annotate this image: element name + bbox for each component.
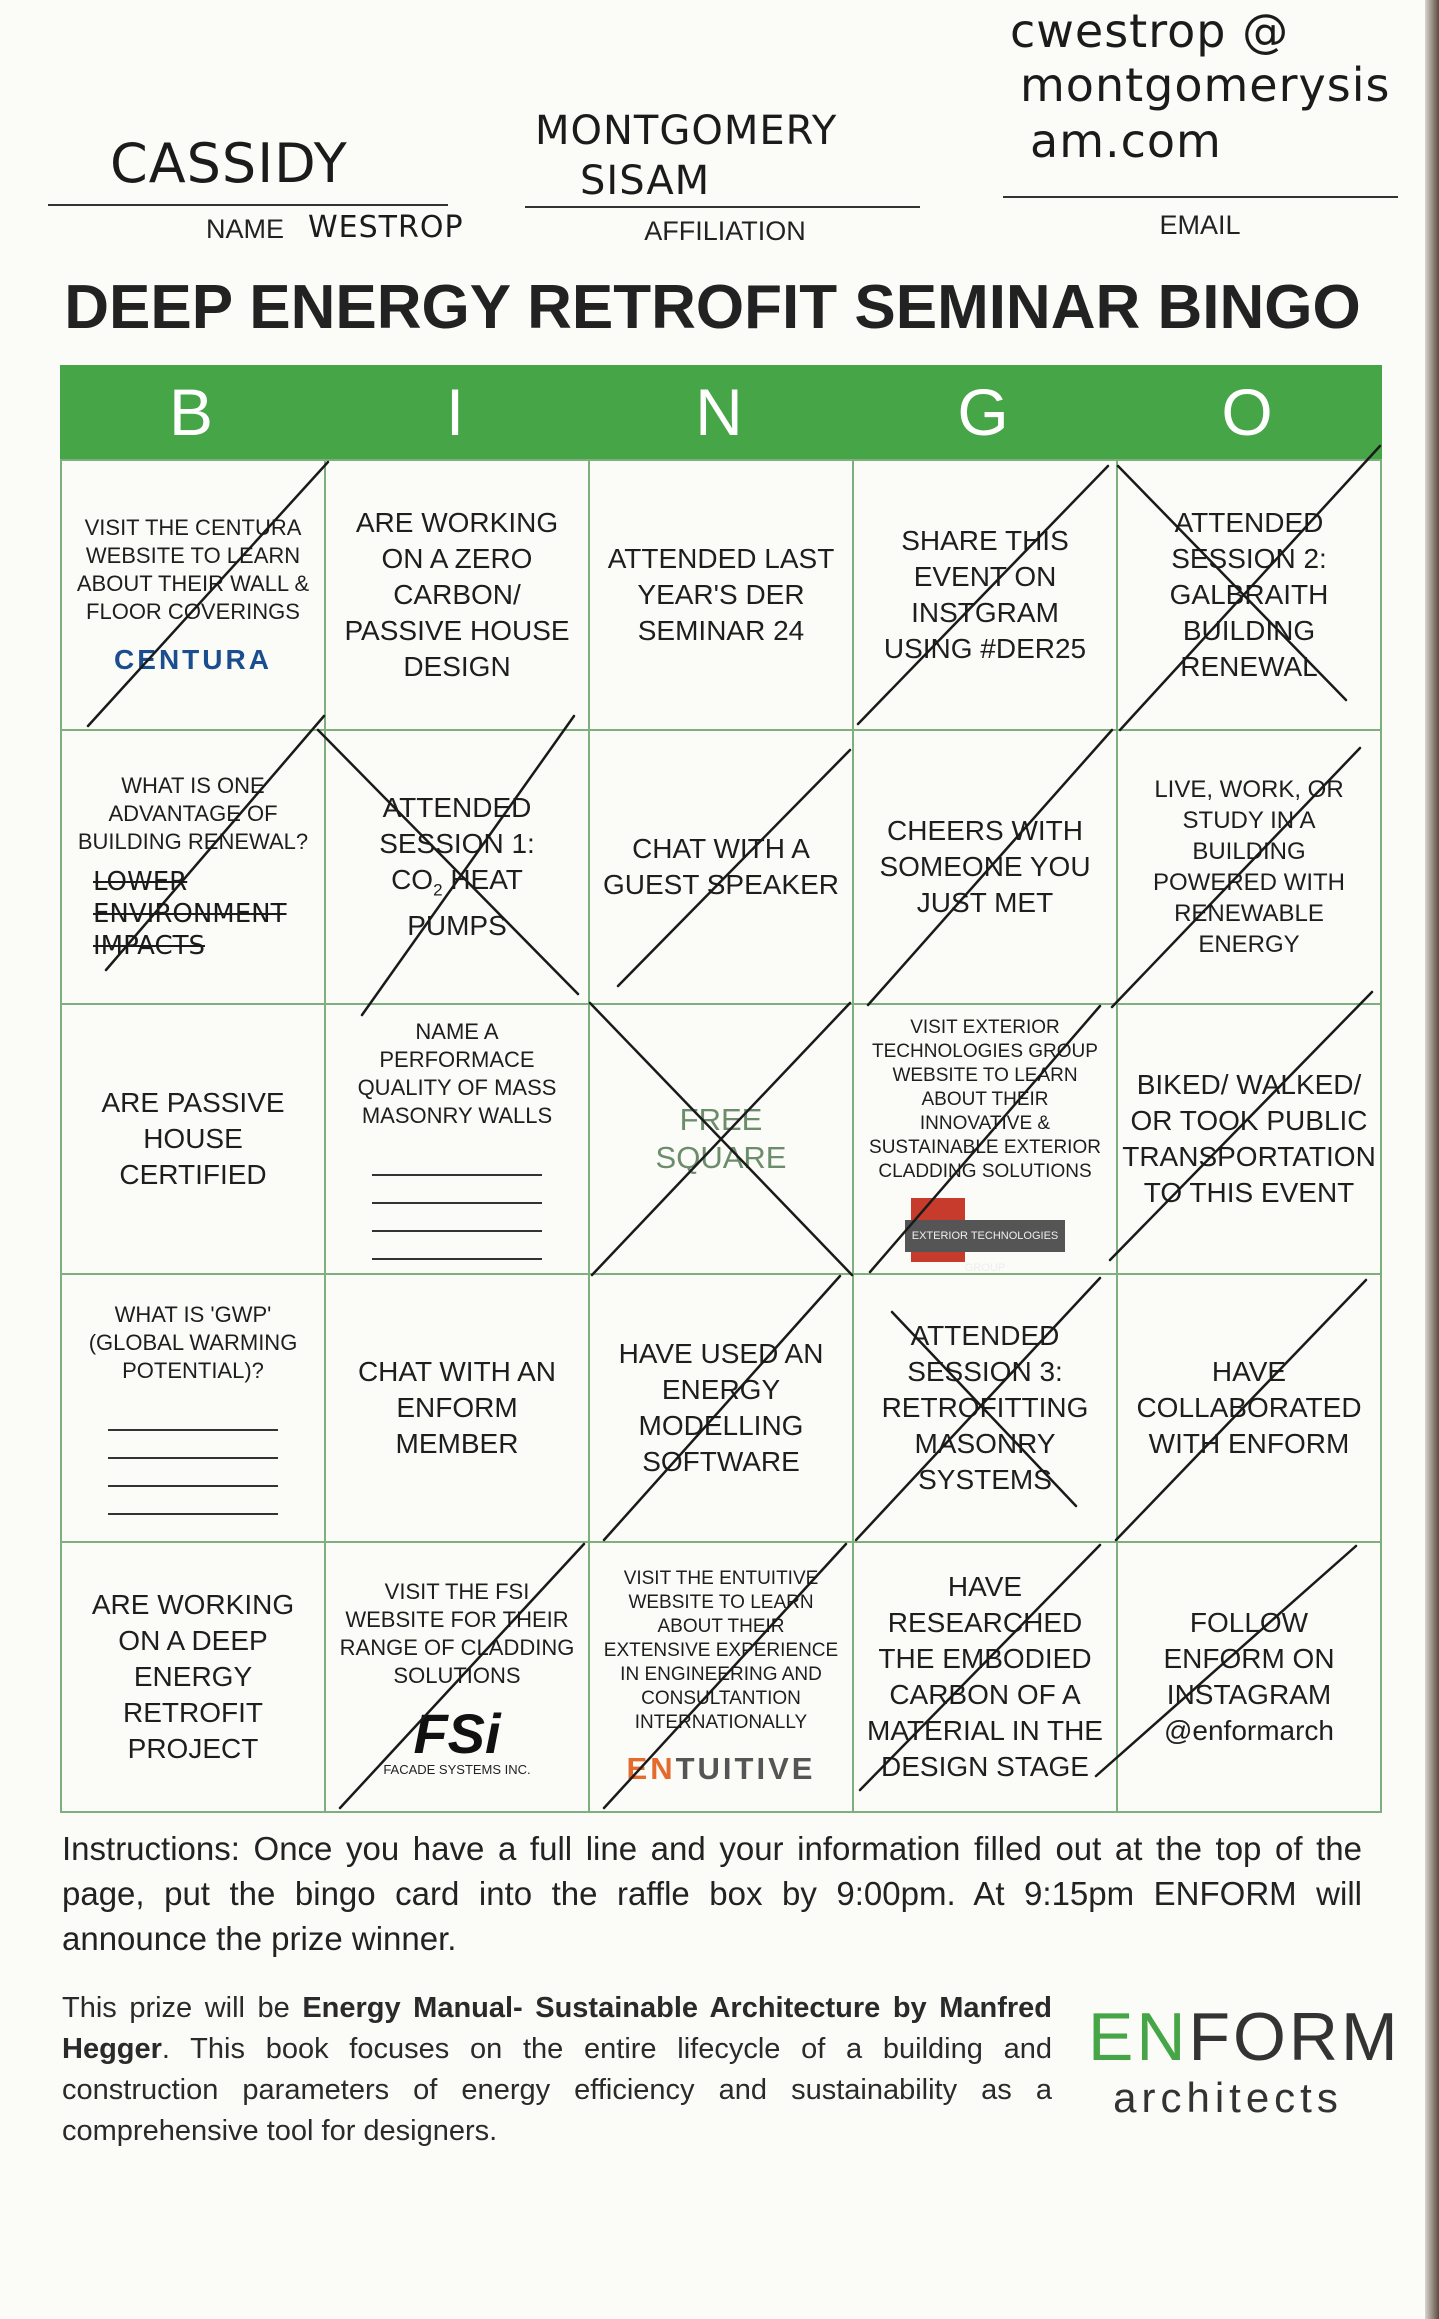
mark-b1 [88, 462, 328, 726]
cell-g5-text: HAVE RESEARCHED THE EMBODIED CARBON OF A MATERIAL IN THE DESIGN STAGE [867, 1571, 1103, 1782]
etg-logo-text: EXTERIOR TECHNOLOGIES GROUP [905, 1220, 1065, 1252]
enform-logo-sub: architects [1113, 2074, 1343, 2121]
entuitive-logo-rest: TUITIVE [675, 1751, 816, 1786]
header-letter-n: N [695, 375, 743, 449]
free-word: FREE [679, 1102, 763, 1137]
mark-g2 [868, 730, 1112, 1005]
cell-i3-text: NAME A PERFORMACE QUALITY OF MASS MASONRY WALLS [357, 1019, 557, 1128]
prize-text-2: . This book focuses on the entire lifecycle of a building and construction parameters of energy efficiency and sustainability as a comprehensive tool for designers. [62, 2033, 1052, 2147]
mark-i2b [362, 716, 574, 1015]
mark-g5 [860, 1545, 1100, 1790]
email-handwriting-1: cwestrop @ [1010, 4, 1290, 58]
cell-i1-text: ARE WORKING ON A ZERO CARBON/ PASSIVE HOUSE DESIGN [344, 507, 570, 682]
cell-g1-text: SHARE THIS EVENT ON INSTGRAM USING #DER25 [883, 525, 1087, 664]
prize-text-1: This prize will be [62, 1992, 303, 2024]
mark-n4 [604, 1276, 840, 1540]
entuitive-logo-en: EN [626, 1751, 676, 1786]
background-edge [1425, 0, 1439, 2319]
mark-n2 [618, 750, 850, 986]
prize-description [62, 1988, 1052, 2152]
fsi-logo-sub: FACADE SYSTEMS INC. [383, 1761, 531, 1777]
cell-o2-text: LIVE, WORK, OR STUDY IN A BUILDING POWERED WITH RENEWABLE ENERGY [1153, 776, 1345, 958]
header-letter-b: B [168, 375, 214, 449]
cell-o4-text: HAVE COLLABORATED WITH ENFORM [1136, 1356, 1362, 1459]
affiliation-handwriting-1: MONTGOMERY [535, 108, 838, 154]
square-word: SQUARE [655, 1140, 787, 1175]
answer-line-1: LOWER [93, 867, 188, 897]
cell-b3-text: ARE PASSIVE HOUSE CERTIFIED [101, 1087, 285, 1190]
mark-g3 [870, 1006, 1100, 1272]
mark-g1 [858, 466, 1108, 724]
header-letter-i: I [445, 375, 465, 449]
cell-n2-text: CHAT WITH A GUEST SPEAKER [602, 833, 839, 900]
cell-i2-line3: HEAT PUMPS [407, 863, 523, 942]
cell-b1-text: VISIT THE CENTURA WEBSITE TO LEARN ABOUT THEIR WALL & FLOOR COVERINGS [76, 515, 310, 624]
header-letter-o: O [1221, 375, 1273, 449]
cell-i2-co: CO [391, 863, 434, 895]
mark-o5 [1096, 1546, 1356, 1776]
name-handwriting-1: CASSIDY [110, 132, 348, 195]
affiliation-label: AFFILIATION [644, 216, 806, 246]
email-handwriting-2: montgomerysis [1020, 58, 1391, 112]
enform-logo-form: FORM [1188, 1999, 1401, 2075]
cell-n1-text: ATTENDED LAST YEAR'S DER SEMINAR 24 [607, 543, 835, 646]
cell-g2-text: CHEERS WITH SOMEONE YOU JUST MET [879, 815, 1091, 918]
cell-i4-text: CHAT WITH AN ENFORM MEMBER [357, 1356, 557, 1459]
mark-o1b [1118, 466, 1346, 700]
instructions-text: Once you have a full line and your information filled out at the top of the page, put the bingo card into the raffle box by 9:00pm. At 9:15pm ENFORM will announce the prize winner. [62, 1830, 1362, 1957]
mark-o2 [1112, 748, 1360, 1007]
mark-i2a [318, 730, 578, 994]
answer-line-3: IMPACTS [93, 931, 205, 961]
cell-i2-line1: ATTENDED SESSION 1: [379, 791, 535, 859]
mark-g4b [892, 1312, 1076, 1506]
cell-n5-text: VISIT THE ENTUITIVE WEBSITE TO LEARN ABOUT THEIR EXTENSIVE EXPERIENCE IN ENGINEERING AND CONSULTANTION INTERNATIONALLY [603, 1568, 839, 1733]
name-handwriting-2: WESTROP [308, 210, 464, 245]
mark-o4 [1116, 1280, 1366, 1540]
instructions [62, 1826, 1362, 1961]
affiliation-handwriting-2: SISAM [580, 158, 711, 204]
instructions-label: Instructions: [62, 1830, 240, 1867]
prize-book-title: Energy Manual- Sustainable Architecture by Manfred Hegger [62, 1992, 1052, 2065]
answer-line-2: ENVIRONMENT [93, 899, 287, 929]
email-label: EMAIL [1159, 210, 1241, 240]
cell-b2-text: WHAT IS ONE ADVANTAGE OF BUILDING RENEWAL? [77, 773, 309, 854]
cell-i2-sub: 2 [433, 880, 443, 900]
cell-b4-text: WHAT IS 'GWP' (GLOBAL WARMING POTENTIAL)? [88, 1302, 298, 1383]
cell-i5-text: VISIT THE FSI WEBSITE FOR THEIR RANGE OF CLADDING SOLUTIONS [339, 1578, 575, 1688]
enform-logo [1088, 1999, 1401, 2122]
mark-b2 [106, 716, 324, 970]
centura-logo: CENTURA [114, 644, 272, 675]
mark-n5 [604, 1544, 846, 1808]
cell-g4-text: ATTENDED SESSION 3: RETROFITTING MASONRY SYSTEMS [881, 1320, 1089, 1495]
cell-g3-text: VISIT EXTERIOR TECHNOLOGIES GROUP WEBSITE TO LEARN ABOUT THEIR INNOVATIVE & SUSTAINABLE EXTERIOR CLADDING SOLUTIONS [869, 1017, 1101, 1182]
cell-o1-text: ATTENDED SESSION 2: GALBRAITH BUILDING RENEWAL [1169, 507, 1329, 682]
mark-i5 [340, 1544, 584, 1808]
enform-logo-en: EN [1088, 1999, 1189, 2075]
mark-o1a [1120, 446, 1380, 730]
fsi-logo: FSi [413, 1701, 501, 1765]
mark-g4a [856, 1278, 1100, 1540]
name-label: NAME [205, 214, 284, 244]
page-title: DEEP ENERGY RETROFIT SEMINAR BINGO [64, 273, 1361, 342]
cell-b5-text: ARE WORKING ON A DEEP ENERGY RETROFIT PROJECT [91, 1589, 295, 1764]
cell-n4-text: HAVE USED AN ENERGY MODELLING SOFTWARE [618, 1338, 824, 1477]
email-handwriting-3: am.com [1030, 114, 1222, 168]
cell-o3-text: BIKED/ WALKED/ OR TOOK PUBLIC TRANSPORTATION TO THIS EVENT [1122, 1069, 1376, 1208]
cell-o5-text: FOLLOW ENFORM ON INSTAGRAM @enformarch [1163, 1607, 1335, 1746]
header-letter-g: G [957, 375, 1009, 449]
mark-o3 [1110, 992, 1372, 1260]
